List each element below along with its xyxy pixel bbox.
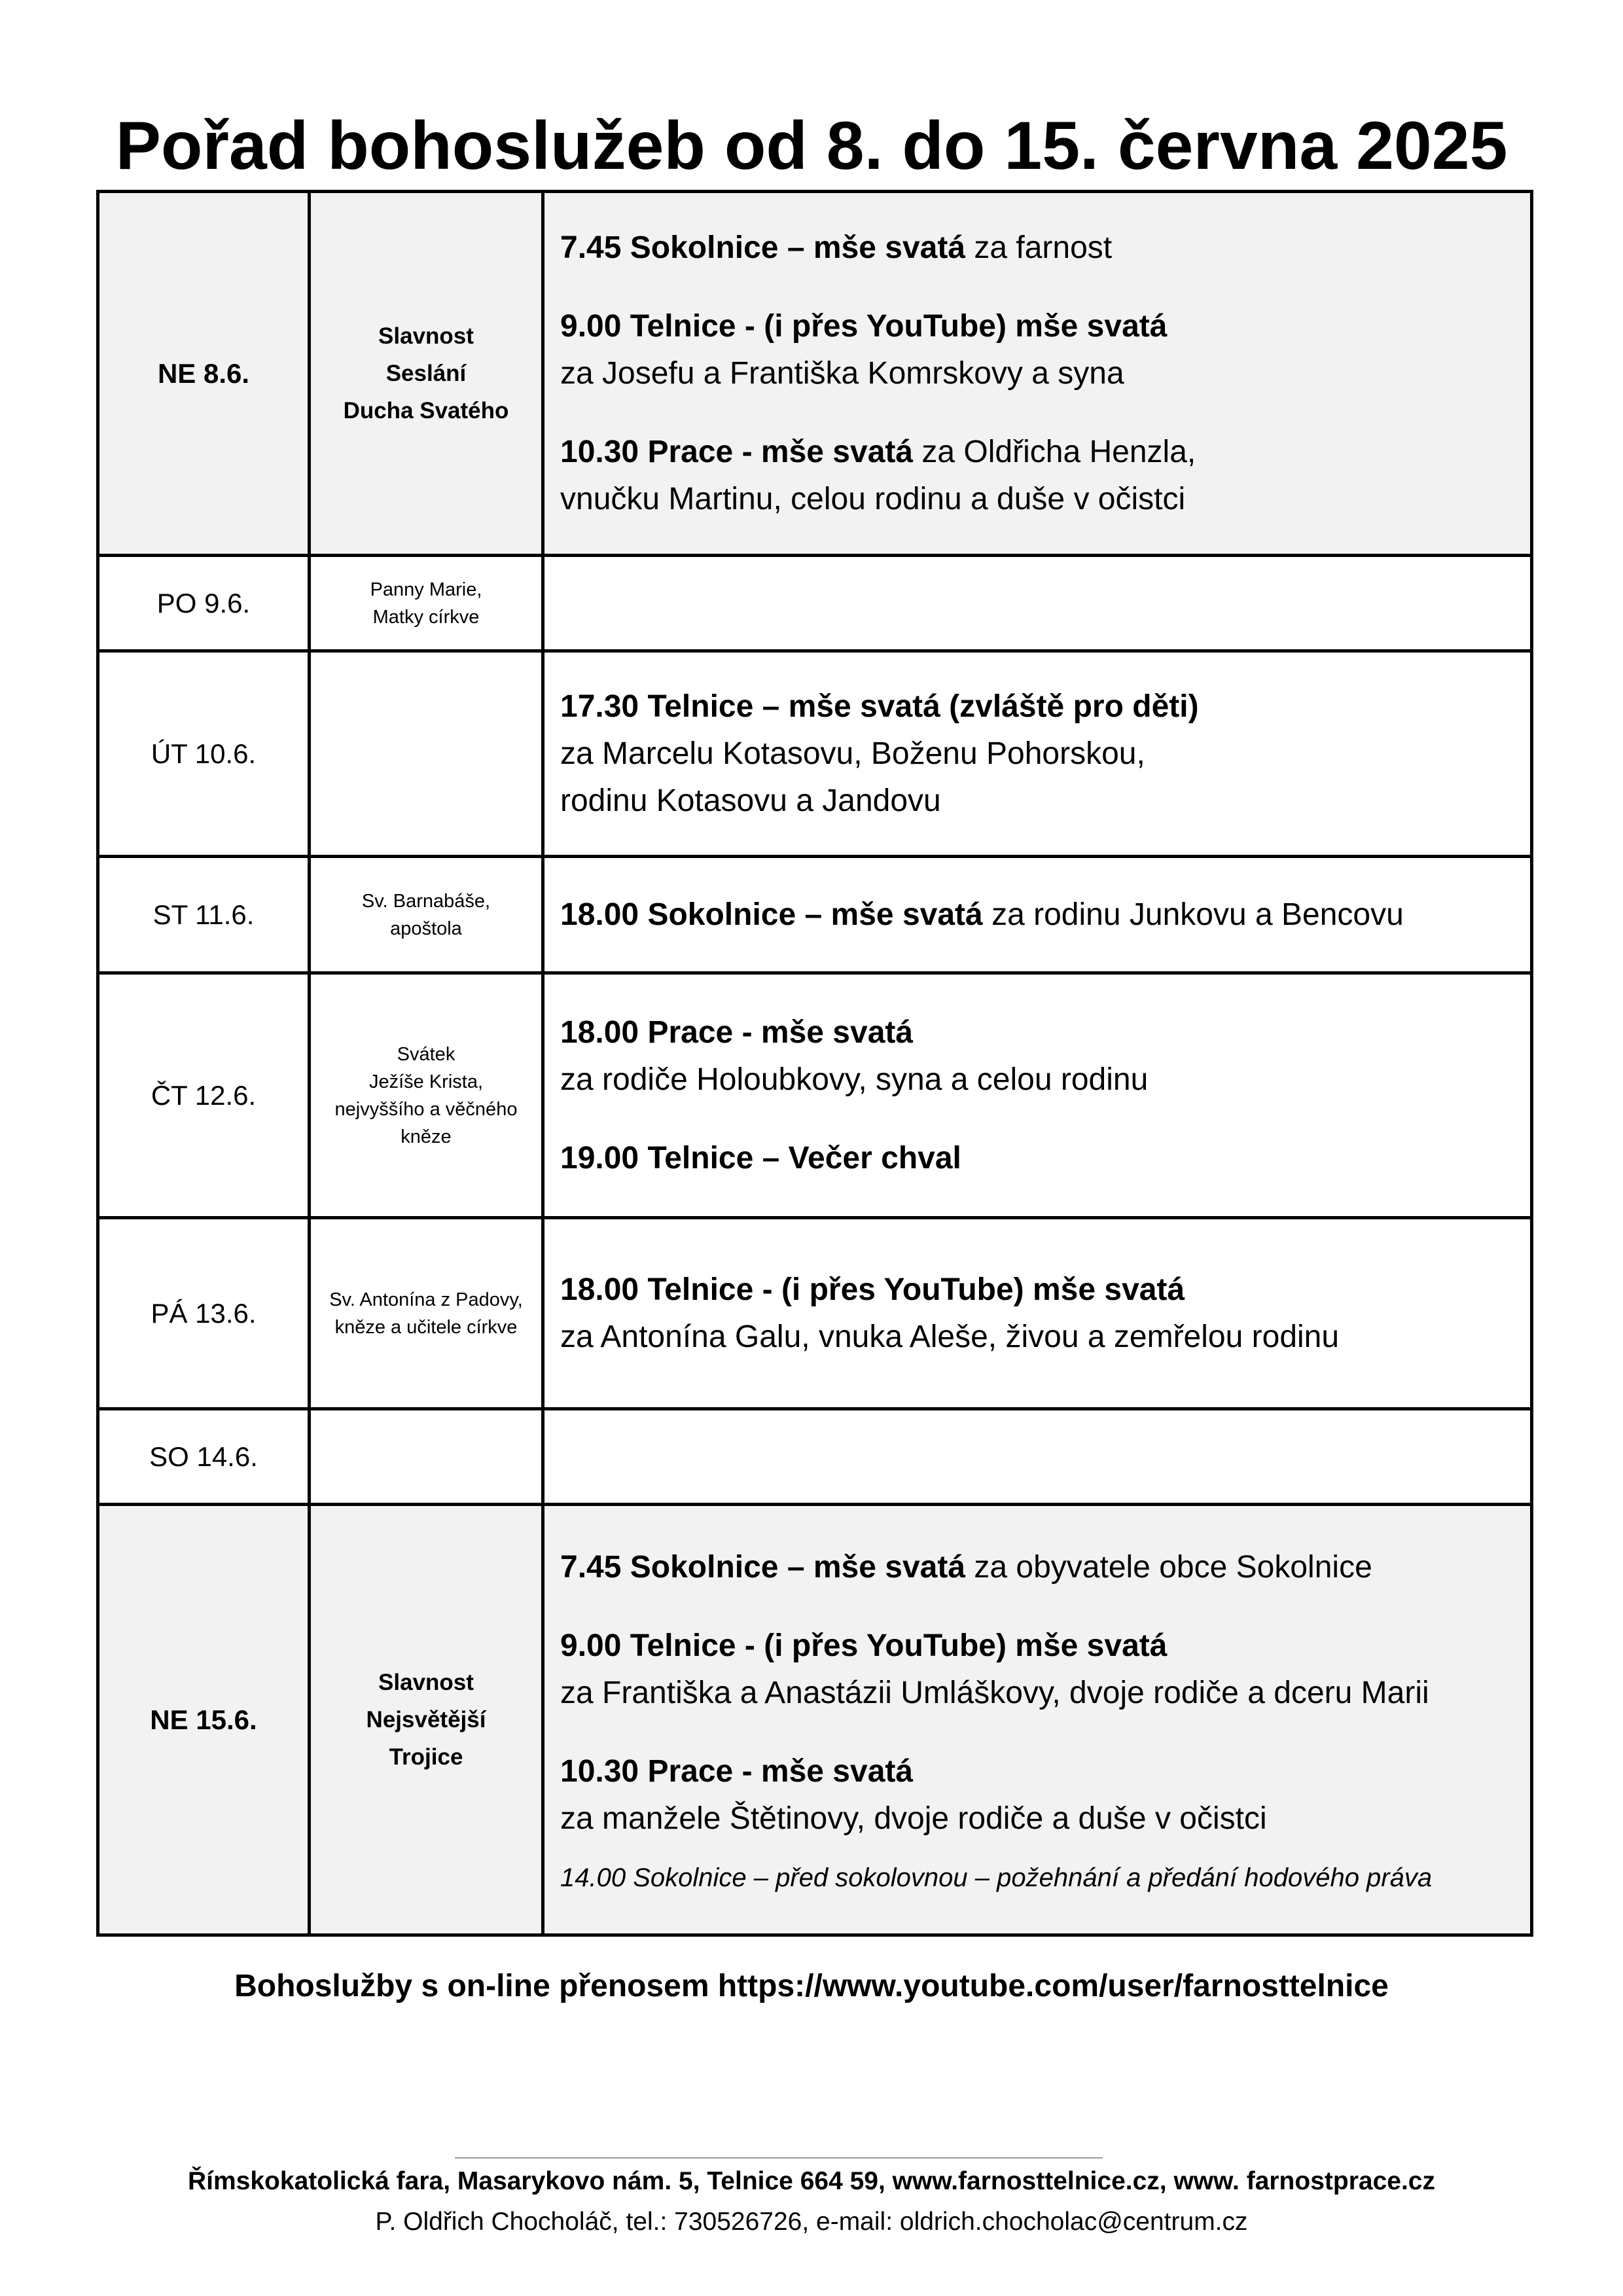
feast-cell	[310, 857, 543, 973]
mass-time-place: 7.45 Sokolnice – mše svatá	[560, 1549, 966, 1585]
entry-line	[560, 891, 1517, 939]
feast-cell	[310, 192, 543, 556]
feast-line: Trojice	[389, 1744, 463, 1770]
table-row	[98, 651, 1532, 857]
feast-line: nejvyššího a věčného	[334, 1098, 518, 1120]
feast-line: Panny Marie,	[370, 579, 482, 600]
footer-address: Římskokatolická fara, Masarykovo nám. 5, Telnice 664 59, www.farnosttelnice.cz, www. farnostprace.cz	[188, 2167, 1435, 2195]
day-cell: NE 8.6.	[98, 192, 310, 556]
page-title: Pořad bohoslužeb od 8. do 15. června 2025	[115, 108, 1508, 184]
footer-divider	[455, 2157, 1103, 2159]
feast-cell	[310, 556, 543, 651]
mass-entry	[560, 1135, 1517, 1182]
mass-cell	[543, 1505, 1532, 1935]
feast-cell	[310, 973, 543, 1218]
mass-time-place: 9.00 Telnice - (i přes YouTube) mše svatá	[560, 308, 1168, 344]
event-note: 14.00 Sokolnice – před sokolovnou – požehnání a předání hodového práva	[560, 1863, 1433, 1892]
feast-cell	[310, 651, 543, 857]
mass-entry	[560, 429, 1517, 523]
mass-cell	[543, 556, 1532, 651]
feast-cell	[310, 1505, 543, 1935]
feast-cell	[310, 1409, 543, 1505]
mass-intention: za Antonína Galu, vnuka Aleše, živou a zemřelou rodinu	[560, 1319, 1340, 1354]
mass-cell	[543, 1409, 1532, 1505]
feast-line: kněze	[401, 1126, 452, 1147]
day-cell: PÁ 13.6.	[98, 1218, 310, 1409]
footer-contact: P. Oldřich Chocholáč, tel.: 730526726, e-mail: oldrich.chocholac@centrum.cz	[375, 2208, 1248, 2236]
table-row	[98, 1409, 1532, 1505]
mass-cell	[543, 857, 1532, 973]
mass-intention: za Oldřicha Henzla,	[913, 434, 1196, 469]
mass-time-place: 7.45 Sokolnice – mše svatá	[560, 230, 966, 265]
mass-entry	[560, 1009, 1517, 1103]
mass-entry	[560, 683, 1517, 825]
day-cell: NE 15.6.	[98, 1505, 310, 1935]
feast-line: Ježíše Krista,	[368, 1071, 484, 1092]
mass-time-place: 9.00 Telnice - (i přes YouTube) mše svatá	[560, 1628, 1168, 1663]
feast-line: Nejsvětější	[366, 1707, 486, 1732]
feast-cell	[310, 1218, 543, 1409]
feast-line: Slavnost	[378, 1670, 474, 1695]
table-row	[98, 556, 1532, 651]
day-cell: ÚT 10.6.	[98, 651, 310, 857]
mass-intention: vnučku Martinu, celou rodinu a duše v očistci	[560, 481, 1186, 516]
mass-entry	[560, 1748, 1517, 1842]
mass-intention: za Františka a Anastázii Umláškovy, dvoje rodiče a dceru Marii	[560, 1675, 1429, 1710]
mass-intention: za rodiče Holoubkovy, syna a celou rodinu	[560, 1062, 1149, 1097]
mass-entry	[560, 1266, 1517, 1361]
feast-line: Sv. Antonína z Padovy,	[329, 1289, 523, 1310]
mass-time-place: 18.00 Prace - mše svatá	[560, 1014, 914, 1050]
table-row	[98, 1505, 1532, 1935]
mass-cell	[543, 192, 1532, 556]
feast-line: Sv. Barnabáše,	[361, 890, 491, 912]
entry-line	[560, 429, 1517, 476]
table-row	[98, 857, 1532, 973]
mass-intention: za obyvatele obce Sokolnice	[965, 1549, 1372, 1585]
mass-intention: rodinu Kotasovu a Jandovu	[560, 783, 941, 818]
mass-time-place: 10.30 Prace - mše svatá	[560, 434, 914, 469]
mass-entry	[560, 1544, 1517, 1591]
mass-entry	[560, 224, 1517, 272]
mass-cell	[543, 973, 1532, 1218]
feast-line: kněze a učitele církve	[334, 1316, 518, 1338]
mass-time-place: 17.30 Telnice – mše svatá (zvláště pro děti)	[560, 689, 1199, 724]
mass-time-place: 18.00 Sokolnice – mše svatá	[560, 897, 983, 932]
table-row	[98, 192, 1532, 556]
day-cell: PO 9.6.	[98, 556, 310, 651]
mass-time-place: 19.00 Telnice – Večer chval	[560, 1140, 961, 1175]
mass-cell	[543, 1218, 1532, 1409]
mass-time-place: 18.00 Telnice - (i přes YouTube) mše svatá	[560, 1272, 1185, 1307]
entry-line	[560, 1544, 1517, 1591]
schedule-table	[96, 190, 1533, 1937]
mass-intention: za Marcelu Kotasovu, Boženu Pohorskou,	[560, 736, 1145, 771]
entry-line	[560, 224, 1517, 272]
mass-intention: za Josefu a Františka Komrskovy a syna	[560, 355, 1124, 391]
mass-intention: za farnost	[965, 230, 1113, 265]
table-row	[98, 973, 1532, 1218]
mass-intention: za manžele Štětinovy, dvoje rodiče a duše v očistci	[560, 1801, 1267, 1836]
feast-line: Matky církve	[372, 606, 480, 628]
mass-time-place: 10.30 Prace - mše svatá	[560, 1753, 914, 1789]
feast-line: Seslání	[385, 361, 467, 386]
table-row	[98, 1218, 1532, 1409]
mass-entry	[560, 303, 1517, 397]
mass-cell	[543, 651, 1532, 857]
feast-line: Slavnost	[378, 323, 474, 349]
day-cell: SO 14.6.	[98, 1409, 310, 1505]
mass-intention: za rodinu Junkovu a Bencovu	[982, 897, 1404, 932]
feast-line: apoštola	[390, 918, 462, 939]
mass-entry	[560, 1623, 1517, 1717]
feast-line: Svátek	[397, 1043, 455, 1065]
feast-line: Ducha Svatého	[343, 398, 509, 423]
stream-notice: Bohoslužby s on-line přenosem https://www.youtube.com/user/farnosttelnice	[234, 1969, 1389, 2003]
day-cell: ST 11.6.	[98, 857, 310, 973]
mass-entry	[560, 891, 1517, 939]
day-cell: ČT 12.6.	[98, 973, 310, 1218]
